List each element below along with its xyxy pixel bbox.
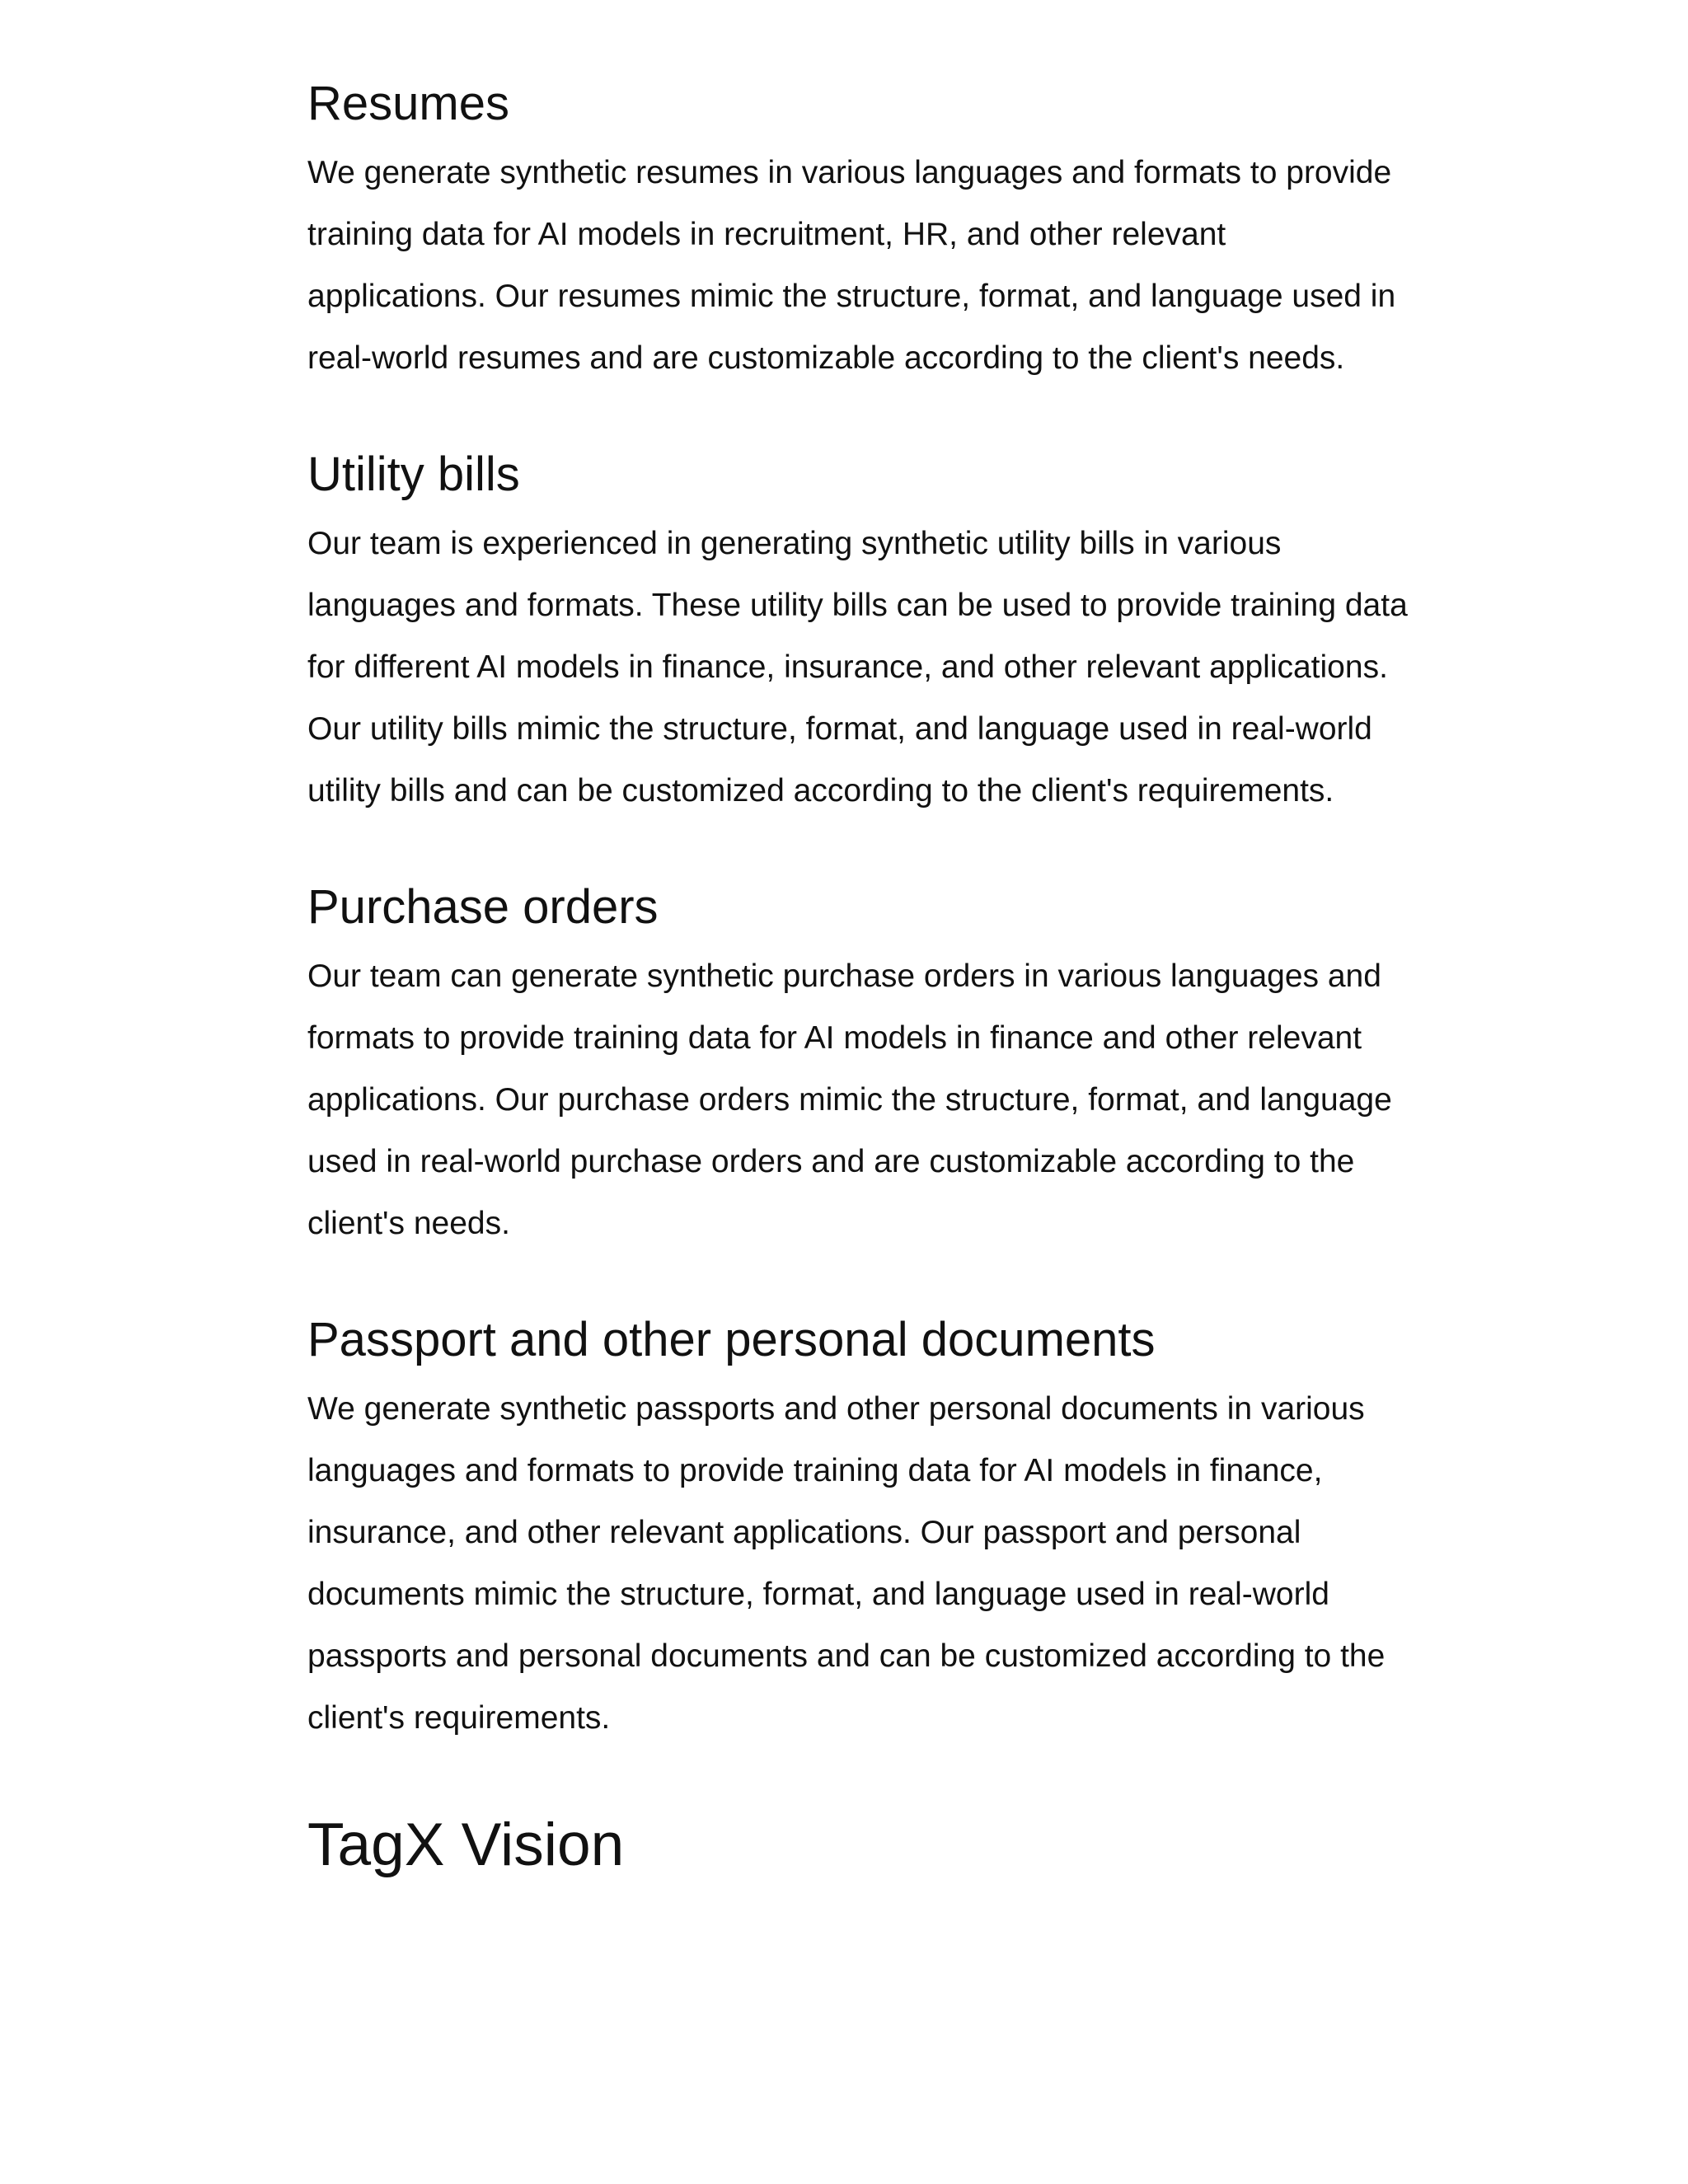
section-purchase-orders (307, 878, 1412, 1254)
section-heading-utility-bills: Utility bills (307, 448, 520, 501)
section-heading-resumes: Resumes (307, 77, 509, 130)
section-body-resumes: We generate synthetic resumes in various languages and formats to provide training data for AI models in recruitment, HR, and other relevant applications. Our resumes mimic the structure, format, and language used in real-world resumes and are customizable according to the client's needs. (307, 155, 1396, 376)
section-heading-passport-documents: Passport and other personal documents (307, 1313, 1156, 1366)
section-passport-documents (307, 1310, 1412, 1749)
section-utility-bills (307, 445, 1412, 822)
section-heading-purchase-orders: Purchase orders (307, 880, 659, 934)
section-body-utility-bills: Our team is experienced in generating synthetic utility bills in various languages and formats. These utility bills can be used to provide training data for different AI models in finance, insurance, and other relevant applications. Our utility bills mimic the structure, format, and language used in real-world utility bills and can be customized according to the client's requirements. (307, 526, 1408, 808)
vision-title: TagX Vision (307, 1811, 625, 1878)
section-resumes (307, 74, 1412, 389)
section-body-purchase-orders: Our team can generate synthetic purchase orders in various languages and formats to provide training data for AI models in finance and other relevant applications. Our purchase orders mimic the structure, format, and language used in real-world purchase orders and are customizable according to the client's needs. (307, 958, 1392, 1241)
document-page (307, 74, 1412, 1882)
section-body-passport-documents: We generate synthetic passports and other personal documents in various languages and formats to provide training data for AI models in finance, insurance, and other relevant applications. Our passport and personal documents mimic the structure, format, and language used in real-world passports and personal documents and can be customized according to the client's requirements. (307, 1391, 1386, 1736)
